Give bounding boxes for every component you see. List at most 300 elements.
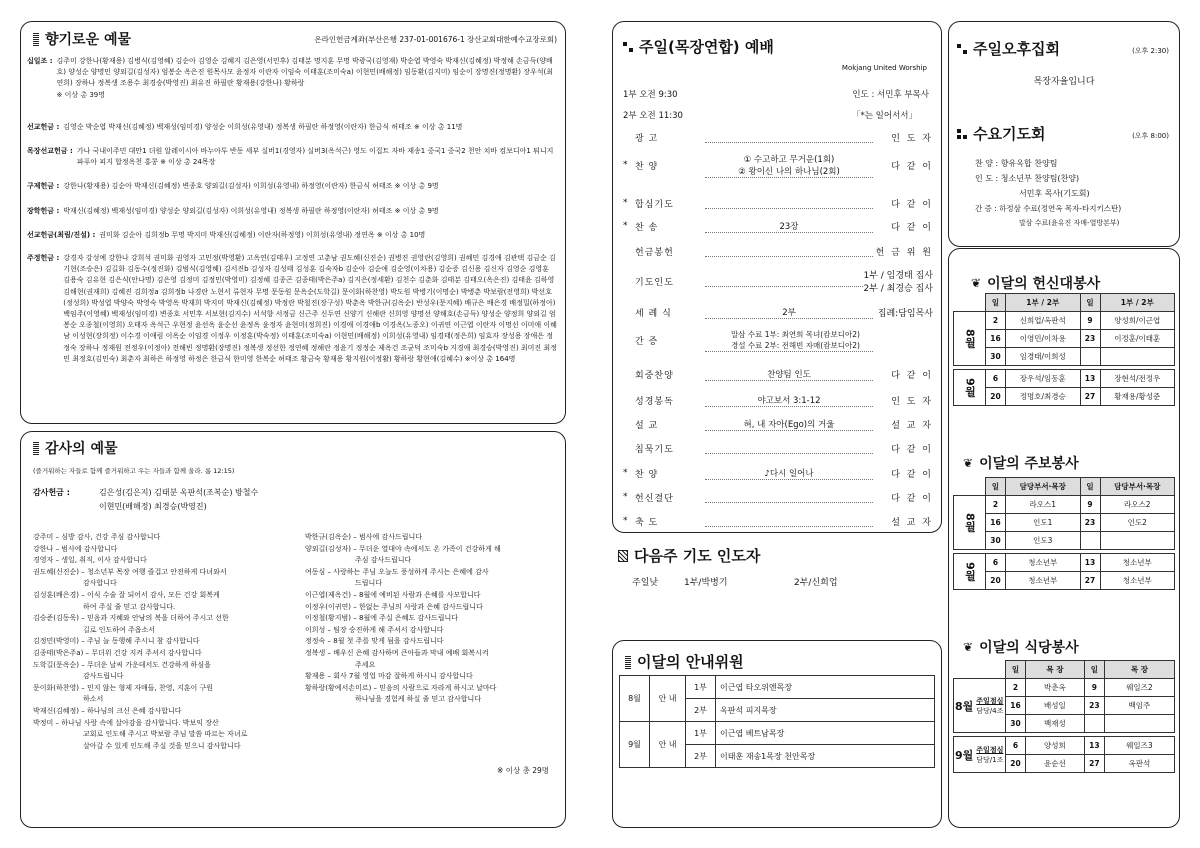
day-cell: 23: [1084, 697, 1104, 715]
usher-person: 이근엽 베트남목장: [716, 722, 935, 745]
bar-icon: [625, 655, 631, 669]
worship-panel: [612, 21, 942, 533]
offering-title: [33, 29, 131, 49]
usher-person: 이태훈 재송1목장 천안목장: [716, 745, 935, 768]
wednesday-line: 말삼 수료(윤유진 자매-열방본부): [1019, 219, 1120, 227]
offering-row: [27, 206, 557, 217]
day-cell: 27: [1084, 755, 1104, 773]
offering-row: [27, 146, 557, 168]
checker-icon: [618, 550, 628, 562]
assignee-cell: 청소년부: [1006, 554, 1081, 572]
thanks-line: 하나님을 경험케 하실 줄 믿고 감사합니다: [355, 695, 482, 704]
table-header-cell: 일: [986, 478, 1006, 496]
month-cell: 8월: [954, 496, 986, 550]
order-row: [623, 413, 933, 435]
thanks-line: 정정숙 – 8월 첫 주를 맞게 됨을 감사드립니다: [305, 637, 444, 646]
afternoon-title-text: 주일오후집회: [973, 40, 1060, 58]
day-cell: [1084, 715, 1104, 733]
order-person: 다 같 이: [891, 199, 933, 210]
usher-part: 1부: [686, 722, 716, 745]
offering-row-names-text: 박재신(김혜정) 백재성(임미경) 양성순 양외길(김성자) 이희성(유영내) 정복생 하필란 하정영(이란자) 허태조 ※ 이상 총 9명: [63, 207, 439, 215]
leaf-icon: ❦: [963, 640, 974, 654]
thanks-line: 김정민(박영미) – 주님 늘 동행해 주시니 참 감사합니다: [33, 637, 200, 646]
offering-row: [27, 230, 557, 241]
order-content: [705, 276, 863, 287]
usher-row: [620, 722, 935, 745]
assignee-cell: 청소년부: [1100, 572, 1175, 590]
dedication-table: [953, 293, 1175, 406]
table-header-cell: 목 장: [1026, 661, 1085, 679]
usher-panel: [612, 640, 942, 828]
offering-row-names: [59, 122, 557, 133]
table-header-row: [954, 294, 1175, 312]
assignee-cell: [1100, 532, 1175, 550]
assignee-cell: 신희업/옥판석: [1006, 312, 1081, 330]
offering-row-label: 선교헌금 :: [27, 123, 60, 131]
order-row: [623, 192, 933, 214]
order-person: 설 교 자: [891, 517, 933, 528]
usher-part: 2부: [686, 699, 716, 722]
table-corner: [954, 661, 1006, 679]
kitchen-label: 주일점심: [976, 696, 1004, 705]
table-row: [954, 679, 1175, 697]
afternoon-note: 목장자율입니다: [1033, 77, 1095, 87]
month-label: 9월: [955, 748, 974, 762]
order-content: [705, 246, 873, 257]
order-person: 다 같 이: [891, 161, 933, 172]
month-cell: 9월: [954, 554, 986, 590]
day-cell: 20: [986, 388, 1006, 406]
thanks-line: 권도혜(신진순) – 청소년부 목장 여행 즐겁고 안전하게 다녀와서: [33, 567, 227, 576]
table-row: [954, 312, 1175, 330]
table-row: [954, 348, 1175, 366]
day-cell: 2: [1006, 679, 1026, 697]
offering-row-names-text: 가나 국내이주민 대만1 더원 알레이시아 바누아투 반동 세부 실버1(경영자) 실버3(옥석근) 영도 이집트 자바 재송1 중국1 중국2 천안 치바 컴보디아1 튀니지 파푸아 피지 합정옥천 홍콩 ※ 이상 총 24목장: [76, 147, 554, 167]
thanks-line: 강주미 – 심방 감사, 건강 주심 감사합니다: [33, 533, 161, 541]
day-cell: 30: [986, 532, 1006, 550]
thanks-header-names-1: 김은성(김은지) 김태분 옥판석(조복순) 방철수: [99, 488, 259, 497]
order-name: 찬 양: [635, 161, 659, 172]
month-cell: [954, 679, 1006, 733]
wednesday-time: (오후 8:00): [1132, 132, 1169, 140]
day-cell: 9: [1080, 312, 1100, 330]
assignee-cell: 백재성: [1026, 715, 1085, 733]
day-cell: 30: [986, 348, 1006, 366]
thanks-line: 박한규(김옥순) – 범사에 감사드립니다: [305, 533, 423, 541]
kitchen-table: [953, 660, 1175, 773]
assignee-cell: 청소년부: [1006, 572, 1081, 590]
day-cell: 16: [986, 514, 1006, 532]
offering-row: [27, 253, 557, 365]
assignee-cell: 웨일즈2: [1104, 679, 1174, 697]
order-star: *: [623, 468, 628, 478]
usher-title-text: 이달의 안내위원: [637, 653, 744, 671]
assignee-cell: 황재용/황성준: [1100, 388, 1175, 406]
service-1: 1부 오전 9:30: [623, 90, 678, 100]
thanks-line: 감사드립니다: [83, 672, 124, 681]
table-row: [954, 554, 1175, 572]
month-label: 8월: [955, 699, 974, 713]
order-content: ♪다시 일어나: [705, 467, 873, 480]
thanks-left-column: [33, 532, 303, 752]
wednesday-title: [957, 123, 1045, 144]
dedication-title-text: 이달의 헌신대봉사: [987, 276, 1101, 292]
assignee-cell: 라오스1: [1006, 496, 1081, 514]
assignee-cell: 청소년부: [1100, 554, 1175, 572]
worship-leader: 인도 : 서민후 부목사: [852, 90, 929, 100]
bar-icon: [33, 32, 39, 46]
table-row: [954, 514, 1175, 532]
order-content: 23장: [705, 220, 873, 233]
order-name: 찬 양: [635, 469, 659, 480]
assignee-cell: 이정훈/이태훈: [1100, 330, 1175, 348]
order-name: 헌금봉헌: [635, 247, 674, 258]
assignee-cell: 장우석/임동훈: [1006, 370, 1081, 388]
usher-row: [620, 676, 935, 699]
order-row: [623, 215, 933, 237]
order-person: 설 교 자: [891, 420, 933, 431]
wednesday-line: 인 도 : 청소년부 찬양팀(찬양): [975, 174, 1080, 183]
prayer-second: 2부/신희업: [794, 578, 838, 588]
day-cell: 27: [1080, 388, 1100, 406]
usher-part: 1부: [686, 676, 716, 699]
assignee-cell: 옥판석: [1104, 755, 1174, 773]
assignee-cell: 장현석/전정우: [1100, 370, 1175, 388]
offering-row-names-text: 강한나(황재용) 김순아 박재신(김혜정) 변종호 양외길(김성자) 이희성(유영내) 하정영(이란자) 한금식 허태조 ※ 이상 총 9명: [63, 182, 439, 190]
worship-title: [623, 36, 774, 57]
afternoon-panel: [948, 21, 1180, 247]
assignee-cell: [1100, 348, 1175, 366]
thanks-line: 김성훈(배은경) – 이식 수술 잘 되어서 감사, 모든 건강 회복케: [33, 590, 220, 599]
thanks-line: 하여 주실 줄 믿고 감사합니다.: [83, 602, 176, 611]
month-cell: 8월: [954, 312, 986, 366]
thanks-line: 김종태(박은주a) – 무더위 건강 지켜 주셔서 감사합니다: [33, 648, 202, 657]
month-cell-inner: [955, 696, 1004, 716]
table-header-cell: 일: [1080, 478, 1100, 496]
assignee-cell: 양성희/이근엽: [1100, 312, 1175, 330]
thanks-line: 이정우(이귀연) – 한없는 주님의 사랑과 은혜 감사드립니다: [305, 602, 483, 611]
thanks-line: 황하랑(황예서손미르) – 믿음의 사람으로 자라게 하시고 날마다: [305, 683, 497, 692]
table-header-row: [954, 661, 1175, 679]
usher-title: [625, 651, 744, 672]
table-header-cell: 1부 / 2부: [1100, 294, 1175, 312]
thanks-total: ※ 이상 총 29명: [497, 766, 549, 775]
thanks-line: 이정철(황지범) – 8월에 주실 은혜도 감사드립니다: [305, 614, 459, 623]
order-content: 2부: [705, 306, 873, 319]
kitchen-label-group: [976, 745, 1003, 765]
thanks-line: 여동심 – 사랑하는 주님 오늘도 풍성하게 주시는 은혜에 감사: [305, 567, 489, 576]
table-header-cell: 1부 / 2부: [1006, 294, 1081, 312]
order-row: [623, 510, 933, 532]
offering-row-label: 주정헌금 :: [27, 254, 60, 262]
order-name: 설 교: [635, 420, 659, 431]
order-row: [623, 389, 933, 411]
day-cell: 20: [986, 572, 1006, 590]
thanks-line: 드립니다: [355, 579, 383, 588]
square-mark-icon: [957, 129, 967, 139]
offering-header: [33, 29, 557, 49]
order-name: 광 고: [635, 133, 659, 144]
account-info: 온라인헌금계좌(부산은행 237-01-001676-1 장산교회대한예수교장로회): [314, 34, 557, 44]
offering-row-names: [73, 146, 557, 168]
bulletin-table: [953, 477, 1175, 590]
offering-row-label: 십일조 :: [27, 57, 53, 65]
thanks-line: 살아갈 수 있게 인도해 주실 것을 믿으니 감사합니다: [83, 741, 241, 750]
order-person: 헌 금 위 원: [875, 247, 933, 258]
thanks-right-column: [305, 532, 561, 706]
thanks-line: 주세요: [355, 660, 376, 669]
thanks-line: 주심 감사드립니다: [355, 556, 412, 565]
order-star: *: [623, 160, 628, 170]
order-name: 침묵기도: [635, 444, 674, 455]
wednesday-lines: [975, 156, 1121, 231]
order-content: ① 수고하고 무거운(1회) ② 왕이신 나의 하나님(2회): [705, 153, 873, 178]
offering-row-names-text: 권미화 김순아 김희정b 무명 박지미 박재신(김혜정) 이란자(하정영) 이희성(유영내) 정연옥 ※ 이상 총 10명: [99, 231, 426, 239]
day-cell: 9: [1080, 496, 1100, 514]
table-header-cell: 일: [986, 294, 1006, 312]
order-content: [705, 492, 873, 503]
offering-row-names: [59, 181, 557, 192]
order-row: [623, 363, 933, 385]
assignee-cell: 인도2: [1100, 514, 1175, 532]
wednesday-line: 서민후 목사(기도회): [1019, 189, 1090, 198]
offering-row-label: 장학헌금 :: [27, 207, 60, 215]
leaf-icon: ❦: [971, 276, 982, 290]
prayer-label: 주일낮: [632, 578, 659, 588]
table-row: [954, 370, 1175, 388]
thanks-line: 경영자 – 생일, 취직, 이사 감사합니다: [33, 556, 147, 565]
thanks-line: 정복생 – 배우신 은혜 감사하며 큰아들과 막내 예배 회복시켜: [305, 648, 489, 657]
day-cell: 20: [1006, 755, 1026, 773]
offering-row-label: 목장선교헌금 :: [27, 147, 73, 155]
prayer-title: [618, 545, 938, 566]
table-header-row: [954, 478, 1175, 496]
order-row: [623, 325, 933, 355]
afternoon-title: [957, 38, 1060, 59]
order-content: [705, 516, 873, 527]
bulletin-title: [963, 453, 1079, 473]
order-person: 인 도 자: [891, 396, 933, 407]
assignee-cell: 웨일즈3: [1104, 737, 1174, 755]
day-cell: 2: [986, 312, 1006, 330]
thanks-line: 이희성 – 팀장 승진하게 해 주셔서 감사합니다: [305, 625, 444, 634]
offering-row-names: [59, 206, 557, 217]
bulletin-title-text: 이달의 주보봉사: [979, 456, 1079, 472]
day-cell: 6: [1006, 737, 1026, 755]
offering-title-text: 향기로운 예물: [45, 32, 132, 48]
thanks-header-names-2: 이현민(배해정) 최경승(박영진): [99, 502, 207, 511]
service-panel: [948, 248, 1180, 828]
order-name: 기도인도: [635, 277, 674, 288]
order-row: [623, 486, 933, 508]
order-row: [623, 126, 933, 148]
order-content: 혀, 내 자아(Ego)의 거울: [705, 418, 873, 431]
offering-row-label: 선교헌금(최림/진설) :: [27, 231, 96, 239]
prayer-first: 1부/박병기: [684, 578, 728, 588]
month-cell-inner: [955, 745, 1004, 765]
wednesday-line: 찬 양 : 향유옥합 찬양팀: [975, 159, 1058, 168]
worship-subtitle: Mokjang United Worship: [841, 64, 927, 72]
order-person: 다 같 이: [891, 222, 933, 233]
usher-table: [619, 675, 935, 768]
usher-role: 안 내: [650, 676, 686, 722]
order-content: [705, 132, 873, 143]
worship-title-text: 주일(목장연합) 예배: [639, 38, 774, 56]
order-content: 야고보서 3:1-12: [705, 394, 873, 407]
thanks-verse: (즐거워하는 자들로 함께 즐거워하고 우는 자들과 함께 울라. 롬 12:15): [33, 467, 235, 475]
thanks-title: [33, 438, 118, 458]
month-cell: [954, 737, 1006, 773]
usher-role: 안 내: [650, 722, 686, 768]
thanks-line: 문이화(하찬영) – 민지 않는 형제 자매들, 찬영, 지훈이 구원: [33, 683, 213, 692]
worship-theme: 「*는 일어서서」: [851, 111, 917, 121]
assignee-cell: 윤순선: [1026, 755, 1085, 773]
order-person: 다 같 이: [891, 469, 933, 480]
order-person: 집례:담임목사: [877, 308, 933, 319]
table-row: [954, 496, 1175, 514]
thanks-line: 황재용 – 회사 7월 영업 마감 잘하게 하시니 감사합니다: [305, 672, 473, 681]
assignee-cell: 백임주: [1104, 697, 1174, 715]
assignee-cell: [1104, 715, 1174, 733]
day-cell: 27: [1080, 572, 1100, 590]
order-star: *: [623, 198, 628, 208]
thanks-line: 하소서: [83, 695, 104, 704]
service-2: 2부 오전 11:30: [623, 111, 683, 121]
usher-part: 2부: [686, 745, 716, 768]
order-row: [623, 437, 933, 459]
day-cell: 16: [1006, 697, 1026, 715]
prayer-section: [618, 545, 938, 605]
day-cell: 13: [1080, 554, 1100, 572]
square-mark-icon: [957, 44, 967, 54]
kitchen-title-text: 이달의 식당봉사: [979, 640, 1079, 656]
assignee-cell: 정명호/최경승: [1006, 388, 1081, 406]
day-cell: 16: [986, 330, 1006, 348]
order-content: 말삼 수료 1부: 최연희 목녀(캄보디아2) 경설 수료 2부: 전해빈 자매(캄보디아2): [705, 329, 873, 352]
day-cell: 6: [986, 554, 1006, 572]
thanks-header-label: 감사헌금 :: [33, 488, 70, 497]
thanks-line: 길로 인도하여 주옵소서: [83, 625, 156, 634]
usher-person: 이근엽 타오위엔목장: [716, 676, 935, 699]
offering-row-names: [59, 253, 557, 365]
order-star: *: [623, 492, 628, 502]
table-row: [954, 572, 1175, 590]
order-row: [623, 266, 933, 296]
offering-row: [27, 56, 557, 101]
table-row: [954, 532, 1175, 550]
order-name: 헌신결단: [635, 493, 674, 504]
day-cell: 30: [1006, 715, 1026, 733]
assignee-cell: 라오스2: [1100, 496, 1175, 514]
wednesday-title-text: 수요기도회: [973, 125, 1046, 143]
order-person: 다 같 이: [891, 444, 933, 455]
kitchen-team: 담당/1조: [976, 755, 1004, 764]
thanks-line: 박정미 – 하나님 사랑 속에 살아감을 감사합니다. 박보익 장산: [33, 718, 219, 727]
thanks-line: 강한나 – 범사에 감사합니다: [33, 544, 118, 553]
offering-row: [27, 122, 557, 133]
order-content: 찬양팀 인도: [705, 368, 873, 381]
usher-month: 8월: [620, 676, 650, 722]
thanks-title-text: 감사의 예물: [45, 441, 118, 457]
order-content: [705, 443, 873, 454]
assignee-cell: 인도3: [1006, 532, 1081, 550]
order-content: [705, 198, 873, 209]
day-cell: 13: [1084, 737, 1104, 755]
offering-row-names: [95, 230, 557, 241]
order-row: [623, 150, 933, 180]
assignee-cell: 인도1: [1006, 514, 1081, 532]
bar-icon: [33, 441, 39, 455]
day-cell: [1080, 532, 1100, 550]
offering-row-count: ※ 이상 총 39명: [56, 90, 106, 99]
thanks-panel: [20, 431, 566, 828]
dedication-title: [971, 273, 1100, 293]
order-name: 회중찬양: [635, 370, 674, 381]
offering-row-label: 구제헌금 :: [27, 182, 60, 190]
table-corner: [954, 478, 986, 496]
assignee-cell: 이영민/이차용: [1006, 330, 1081, 348]
kitchen-team: 담당/4조: [976, 706, 1004, 715]
usher-person: 옥판석 피지목장: [716, 699, 935, 722]
offering-row: [27, 181, 557, 192]
afternoon-time: (오후 2:30): [1132, 47, 1169, 55]
table-corner: [954, 294, 986, 312]
thanks-line: 교회로 인도해 주시고 박보람 주님 말씀 따르는 자녀로: [83, 730, 248, 739]
thanks-line: 박재신(김혜정) – 하나님의 크신 은혜 감사합니다: [33, 706, 182, 715]
assignee-cell: 배성일: [1026, 697, 1085, 715]
thanks-line: 이근엽(제옥건) – 8월에 예비된 사람과 은혜를 사모합니다: [305, 590, 481, 599]
thanks-line: 감사합니다: [83, 579, 117, 588]
table-header-cell: 일: [1080, 294, 1100, 312]
order-name: 합심기도: [635, 199, 674, 210]
day-cell: 13: [1080, 370, 1100, 388]
order-row: [623, 240, 933, 262]
order-row: [623, 301, 933, 323]
table-header-cell: 담당부서·목장: [1006, 478, 1081, 496]
table-row: [954, 737, 1175, 755]
wednesday-line: 간 증 : 하정삼 수료(정연옥 목자-타지키스탄): [975, 204, 1122, 213]
day-cell: 9: [1084, 679, 1104, 697]
thanks-line: 도학길(문옥순) – 무더운 날씨 가운데서도 건강하게 하심을: [33, 660, 211, 669]
month-cell: 9월: [954, 370, 986, 406]
thanks-line: 양외길(김성자) – 무더운 열대야 속에서도 온 가족이 건강하게 해: [305, 544, 501, 553]
order-name: 성경봉독: [635, 396, 674, 407]
order-person: 다 같 이: [891, 370, 933, 381]
order-name: 축 도: [635, 517, 659, 528]
order-person: 인 도 자: [891, 133, 933, 144]
assignee-cell: 임경태/이희성: [1006, 348, 1081, 366]
order-name: 간 증: [635, 336, 659, 347]
thanks-line: 김승준(김동욱) – 믿음과 지혜와 안남의 복을 더하여 주시고 선한: [33, 614, 229, 623]
day-cell: 23: [1080, 514, 1100, 532]
table-header-cell: 일: [1006, 661, 1026, 679]
order-star: *: [623, 221, 628, 231]
day-cell: 2: [986, 496, 1006, 514]
day-cell: 23: [1080, 330, 1100, 348]
order-name: 찬 송: [635, 222, 659, 233]
offering-row-names: [53, 56, 557, 101]
offering-row-names-text: 김주미 강한나(황재용) 김병식(김영혜) 김순아 김영순 김혜지 김은영(서민후) 김태분 명지훈 무명 박광국(김영재) 박순엽 박영숙 박재신(김혜정) 박정해 손금득(양배호) 양성순 양명민 양외길(김성자) 엄봉순 옥은진 원목사모 윤정자 이란자 이임숙 이태훈(조미숙a) 이현민(배해정) 임동환(김지미) 임순이 장명진(정명환) 장우석(최연희) 장하나 정복생 조용수 최경승(박영진) 최유진 하필란 황재용(강한나) 황하랑: [56, 57, 553, 88]
offering-row-names-text: 강경자 강성예 강한나 강희석 권미화 권영자 고민정(박영환) 고옥연(김태우) 고정연 고춘남 권도혜(신진순) 권병진 권영란(김영희) 권혜민 김경애 김관택 김금순 김기현(조승은) 김길화 김동수(정진화) 김범식(김영혜) 김서진b 김성자 김성태 김성훈 김숙자b 김순아 김순애 김순영(이차용) 김순증 김신용 김신자 김영순 김영훈 김용숙 김유현 김은식(안나명) 김은영 김정미 김정민(박영미) 김정혜 김종곤 김종태(박은주a) 김지은(정세환) 김천수 김춘화 김태분 김태오(옥은진) 김태윤 김하영 김해현(권재희) 김혜진 김희정a 김희정b 나경란 노현서 류현자 무명 문동원 문옥순(도학길) 문이화(하찬영) 박도원 박병기(이명순) 박병춘 박보람(전영희) 박선호(정성희) 박성엽 박양숙 박영숙 박영옥 박재희 박지미 박재신(김혜정) 박정란 박철진(장구성) 박춘옥 박한규(김옥순) 반성우(문지혜) 배규은 배은경 배정밀(하정아) 백임주(이영혜) 백재성(임미경) 변종호 서민후 서보현(김지수) 서석향 서정금 신근주 신두연 신양기 신해란 신희영 양명선 양해호(손금득) 양성순 양정희 양외길 엄봉순 오종철(이영희) 오태자 옥석근 우현정 윤선옥 윤순선 윤정옥 윤정자 윤현미(정희진) 이경애 이경애b 이경옥(노종오) 이귀연 이근엽 이란자 이명선 이미애 이혜남 이성현(장희정) 이수경 이애림 이옥순 이임경 이정우 이정훈(박숙정) 이태훈(조미숙a) 이현민(배해정) 이희성(유영내) 임경태(정은희) 임효자 장성용 장애은 정정숙 장하나 정재원 전정우(이정아) 전해빈 정명환(장명진) 정복생 정선한 정연혜 정해란 정윤기 정정순 제옥건 조균덕 조미숙b 지경애 최경승(박영진) 최미진 최정민 최정호(김민숙) 최춘자 최하은 하정영 하정은 한금식 한미영 한복순 허태조 황금숙 황재용 황지원(이정활) 황하랑 황현애(김혜수) ※이상 총 164명: [63, 254, 557, 363]
table-row: [954, 330, 1175, 348]
order-star: *: [623, 516, 628, 526]
order-person: 다 같 이: [891, 493, 933, 504]
day-cell: [1080, 348, 1100, 366]
prayer-title-text: 다음주 기도 인도자: [634, 547, 761, 565]
kitchen-label-group: [976, 696, 1003, 716]
usher-month: 9월: [620, 722, 650, 768]
table-header-cell: 목 장: [1104, 661, 1174, 679]
